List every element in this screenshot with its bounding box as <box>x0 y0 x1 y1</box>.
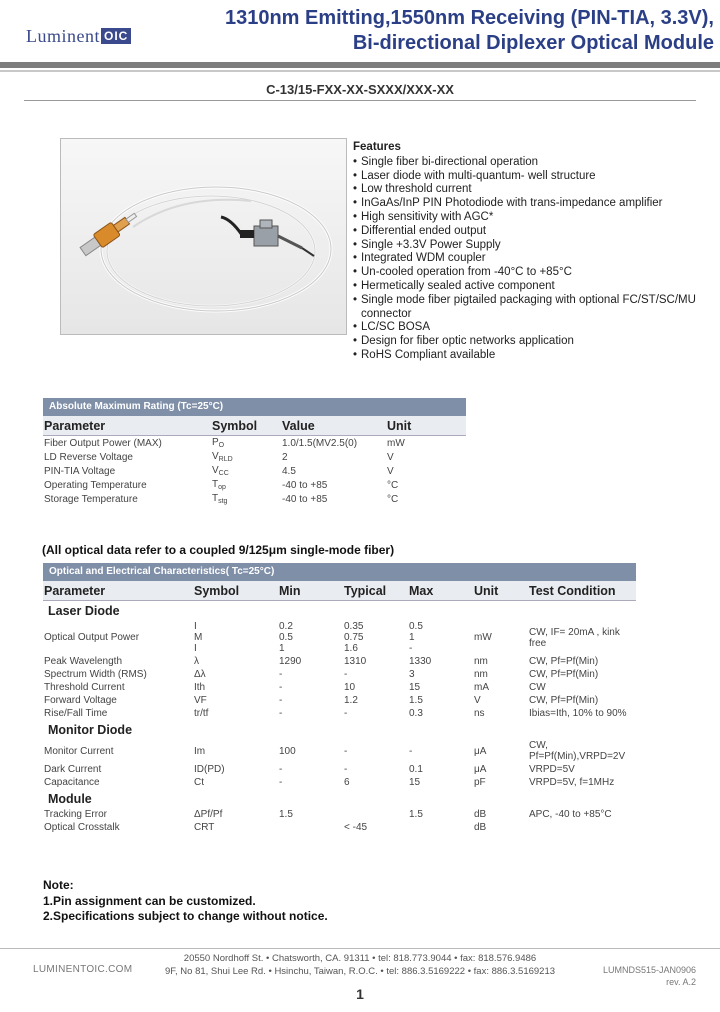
min-cell <box>278 821 343 834</box>
max-cell: 1330 <box>409 656 432 667</box>
max-cell: 0.3 <box>409 708 423 719</box>
value-cell: -40 to +85 <box>282 493 328 505</box>
section-row <box>43 601 636 621</box>
symbol-subscript: stg <box>218 498 228 505</box>
note-1: 1.Pin assignment can be customized. <box>43 893 256 908</box>
feature-item: • Differential ended output <box>353 225 720 239</box>
title-line-1: 1310nm Emitting,1550nm Receiving (PIN-TIA, 3.3V), <box>224 7 714 29</box>
table-row <box>43 694 636 707</box>
cond-cell <box>528 821 636 834</box>
part-number-rule <box>24 100 696 101</box>
param-cell: Rise/Fall Time <box>44 708 108 719</box>
symbol-main: T <box>212 493 219 504</box>
symbol-cell <box>211 464 281 478</box>
typ-cell: 6 <box>344 777 350 788</box>
min-cell: - <box>279 777 283 788</box>
footer-doc-id: LUMNDS515-JAN0906 <box>602 965 696 975</box>
unit-cell: mA <box>474 682 489 693</box>
typ-cell: 0.35 0.75 1.6 <box>344 621 364 654</box>
footer-address-tw: 9F, No 81, Shui Lee Rd. • Hsinchu, Taiwan, R.O.C. • tel: 886.3.5169222 • fax: 886.3.5169213 <box>164 966 556 977</box>
abs-max-header-row <box>43 416 466 436</box>
notes-heading: Note: <box>43 878 74 892</box>
header-rule-light <box>0 70 720 72</box>
param-cell: Threshold Current <box>44 682 125 693</box>
param-cell: Optical Output Power <box>44 632 140 643</box>
typ-cell <box>343 808 408 821</box>
cond-cell: CW, Pf=Pf(Min) <box>529 656 599 667</box>
sym-cell: ID(PD) <box>194 764 225 775</box>
typ-cell: - <box>344 745 348 757</box>
features-heading: Features <box>353 141 401 153</box>
footer-address-us: 20550 Nordhoff St. • Chatsworth, CA. 91311 • tel: 818.773.9044 • fax: 818.576.9486 <box>183 953 537 964</box>
logo-badge: OIC <box>101 28 131 44</box>
unit-cell: mW <box>474 632 492 643</box>
param-cell: PIN-TIA Voltage <box>44 465 116 477</box>
min-cell: - <box>279 764 283 775</box>
notes-section <box>43 878 328 925</box>
luminent-logo <box>26 26 131 47</box>
table-row <box>43 808 636 821</box>
param-cell: Operating Temperature <box>44 479 147 491</box>
unit-cell: dB <box>474 822 487 833</box>
sym-cell: Δλ <box>194 669 206 680</box>
unit-cell: dB <box>474 809 487 820</box>
table-row <box>43 707 636 720</box>
note-2: 2.Specifications subject to change without notice. <box>43 909 328 923</box>
table-row <box>43 655 636 668</box>
cond-cell: CW <box>529 682 546 693</box>
features-section <box>353 141 720 363</box>
min-cell: - <box>279 669 283 680</box>
unit-cell: V <box>387 465 394 477</box>
symbol-cell <box>211 478 281 492</box>
sym-cell: CRT <box>194 822 215 833</box>
table-row <box>43 668 636 681</box>
abs-max-caption: Absolute Maximum Rating (Tc=25°C) <box>43 398 466 416</box>
min-cell: - <box>279 695 283 706</box>
max-cell: 1.5 <box>409 809 423 820</box>
title-line-2: Bi-directional Diplexer Optical Module <box>352 32 714 54</box>
typ-cell: - <box>344 669 348 680</box>
opt-elec-caption: Optical and Electrical Characteristics( Tc=25°C) <box>43 563 636 581</box>
abs-max-table <box>43 416 466 506</box>
feature-item: • Low threshold current <box>353 183 720 197</box>
unit-cell: °C <box>387 493 399 505</box>
symbol-cell <box>211 450 281 464</box>
sym-cell: Ct <box>194 777 204 788</box>
min-cell: - <box>279 682 283 693</box>
column-header: Unit <box>473 581 528 601</box>
column-header: Symbol <box>193 581 278 601</box>
section-title: Laser Diode <box>43 601 636 621</box>
max-cell: 3 <box>409 669 415 680</box>
footer-doc-info <box>603 964 696 988</box>
unit-cell: V <box>387 451 394 463</box>
param-cell: Forward Voltage <box>44 695 117 706</box>
table-row <box>43 681 636 694</box>
column-header: Parameter <box>43 581 193 601</box>
param-cell: Dark Current <box>44 764 102 775</box>
column-header: Test Condition <box>528 581 636 601</box>
feature-item: • Hermetically sealed active component <box>353 280 720 294</box>
cond-cell: VRPD=5V <box>529 764 575 775</box>
opt-elec-header-row <box>43 581 636 601</box>
cond-cell: CW, Pf=Pf(Min) <box>529 695 599 706</box>
min-cell: 1.5 <box>279 809 293 820</box>
page-number: 1 <box>356 986 364 1002</box>
feature-item: • LC/SC BOSA <box>353 321 720 335</box>
param-cell: Tracking Error <box>44 809 107 820</box>
section-row <box>43 789 636 808</box>
table-row <box>43 450 466 464</box>
value-cell: 1.0/1.5(MV2.5(0) <box>282 437 358 449</box>
table-row <box>43 492 466 506</box>
param-cell: Fiber Output Power (MAX) <box>44 437 162 449</box>
table-row <box>43 821 636 834</box>
column-header: Max <box>408 581 473 601</box>
typ-cell: 1.2 <box>344 695 358 706</box>
param-cell: Spectrum Width (RMS) <box>44 669 147 680</box>
part-number: C-13/15-FXX-XX-SXXX/XXX-XX <box>266 82 454 97</box>
cond-cell: CW, IF= 20mA , kink free <box>529 626 620 649</box>
table-row <box>43 739 636 763</box>
feature-item: • Integrated WDM coupler <box>353 252 720 266</box>
feature-item: • High sensitivity with AGC* <box>353 211 720 225</box>
symbol-subscript: RLD <box>218 456 233 463</box>
table-row <box>43 464 466 478</box>
section-title: Monitor Diode <box>43 720 636 739</box>
typ-cell: - <box>344 764 348 775</box>
diplexer-module-image <box>61 139 346 334</box>
optical-data-note: (All optical data refer to a coupled 9/125μm single-mode fiber) <box>42 543 395 557</box>
table-row <box>43 763 636 776</box>
header-rule <box>0 62 720 68</box>
max-cell: 0.1 <box>409 764 423 775</box>
symbol-cell <box>211 492 281 506</box>
cond-cell: CW, Pf=Pf(Min),VRPD=2V <box>529 740 626 762</box>
min-cell: 100 <box>279 745 296 757</box>
param-cell: Monitor Current <box>44 745 114 757</box>
unit-cell: μA <box>474 764 487 775</box>
table-row <box>43 620 636 655</box>
feature-item: • RoHS Compliant available <box>353 349 720 363</box>
sym-cell: VF <box>194 695 207 706</box>
logo-text: Luminent <box>26 26 100 46</box>
param-cell: Capacitance <box>44 777 100 788</box>
feature-item: • Laser diode with multi-quantum- well structure <box>353 170 720 184</box>
max-cell <box>408 821 473 834</box>
unit-cell: °C <box>387 479 399 491</box>
value-cell: 2 <box>282 451 288 463</box>
symbol-subscript: CC <box>218 470 229 477</box>
column-header: Value <box>281 416 386 436</box>
footer-rev: rev. A.2 <box>666 977 696 987</box>
symbol-main: T <box>212 479 219 490</box>
symbol-cell <box>211 436 281 451</box>
value-cell: 4.5 <box>282 465 296 477</box>
column-header: Min <box>278 581 343 601</box>
footer-website[interactable]: LUMINENTOIC.COM <box>33 964 133 975</box>
column-header: Typical <box>343 581 408 601</box>
section-row <box>43 720 636 739</box>
column-header: Unit <box>386 416 466 436</box>
cond-cell: APC, -40 to +85°C <box>529 809 612 820</box>
product-photo <box>60 138 347 335</box>
cond-cell: VRPD=5V, f=1MHz <box>529 777 615 788</box>
symbol-subscript: op <box>218 484 226 491</box>
sym-cell: ΔPf/Pf <box>194 809 223 820</box>
typ-cell: 10 <box>344 682 356 693</box>
unit-cell: pF <box>474 777 486 788</box>
symbol-main: P <box>212 437 219 448</box>
column-header: Parameter <box>43 416 211 436</box>
symbol-main: V <box>212 451 219 462</box>
min-cell: - <box>279 708 283 719</box>
sym-cell: I M I <box>194 621 203 654</box>
page-title <box>225 6 714 56</box>
table-row <box>43 436 466 451</box>
sym-cell: λ <box>194 656 199 667</box>
unit-cell: ns <box>474 708 485 719</box>
abs-max-table-wrap <box>43 398 466 506</box>
column-header: Symbol <box>211 416 281 436</box>
footer-rule <box>0 948 720 949</box>
symbol-subscript: O <box>218 442 225 449</box>
max-cell: 1.5 <box>409 695 423 706</box>
sym-cell: Im <box>194 745 206 757</box>
sym-cell: tr/tf <box>194 708 209 719</box>
param-cell: Optical Crosstalk <box>44 822 120 833</box>
opt-elec-table <box>43 581 636 834</box>
features-list <box>353 156 720 363</box>
typ-cell: - <box>344 708 348 719</box>
max-cell: - <box>409 745 413 757</box>
feature-item: • InGaAs/InP PIN Photodiode with trans-impedance amplifier <box>353 197 720 211</box>
param-cell: Peak Wavelength <box>44 656 123 667</box>
value-cell: -40 to +85 <box>282 479 328 491</box>
feature-item: • Design for fiber optic networks application <box>353 335 720 349</box>
max-cell: 0.5 1 - <box>409 621 423 654</box>
typ-cell: 1310 <box>344 656 367 667</box>
unit-cell: nm <box>474 669 488 680</box>
max-cell: 15 <box>409 777 421 788</box>
symbol-main: V <box>212 465 219 476</box>
param-cell: Storage Temperature <box>44 493 138 505</box>
min-cell: 0.2 0.5 1 <box>279 621 293 654</box>
feature-item: • Un-cooled operation from -40°C to +85°C <box>353 266 720 280</box>
cond-cell: CW, Pf=Pf(Min) <box>529 669 599 680</box>
feature-item: • Single +3.3V Power Supply <box>353 239 720 253</box>
table-row <box>43 478 466 492</box>
section-title: Module <box>43 789 636 808</box>
unit-cell: mW <box>387 437 405 449</box>
min-cell: 1290 <box>279 656 302 667</box>
feature-item: • Single mode fiber pigtailed packaging with optional FC/ST/SC/MU connector <box>353 294 720 322</box>
unit-cell: nm <box>474 656 488 667</box>
feature-item: • Single fiber bi-directional operation <box>353 156 720 170</box>
opt-elec-table-wrap <box>43 563 636 834</box>
sym-cell: Ith <box>194 682 206 693</box>
table-row <box>43 776 636 789</box>
typ-cell: < -45 <box>344 822 368 833</box>
cond-cell: Ibias=Ith, 10% to 90% <box>529 708 627 719</box>
unit-cell: μA <box>474 745 487 757</box>
unit-cell: V <box>474 695 481 706</box>
param-cell: LD Reverse Voltage <box>44 451 133 463</box>
max-cell: 15 <box>409 682 421 693</box>
